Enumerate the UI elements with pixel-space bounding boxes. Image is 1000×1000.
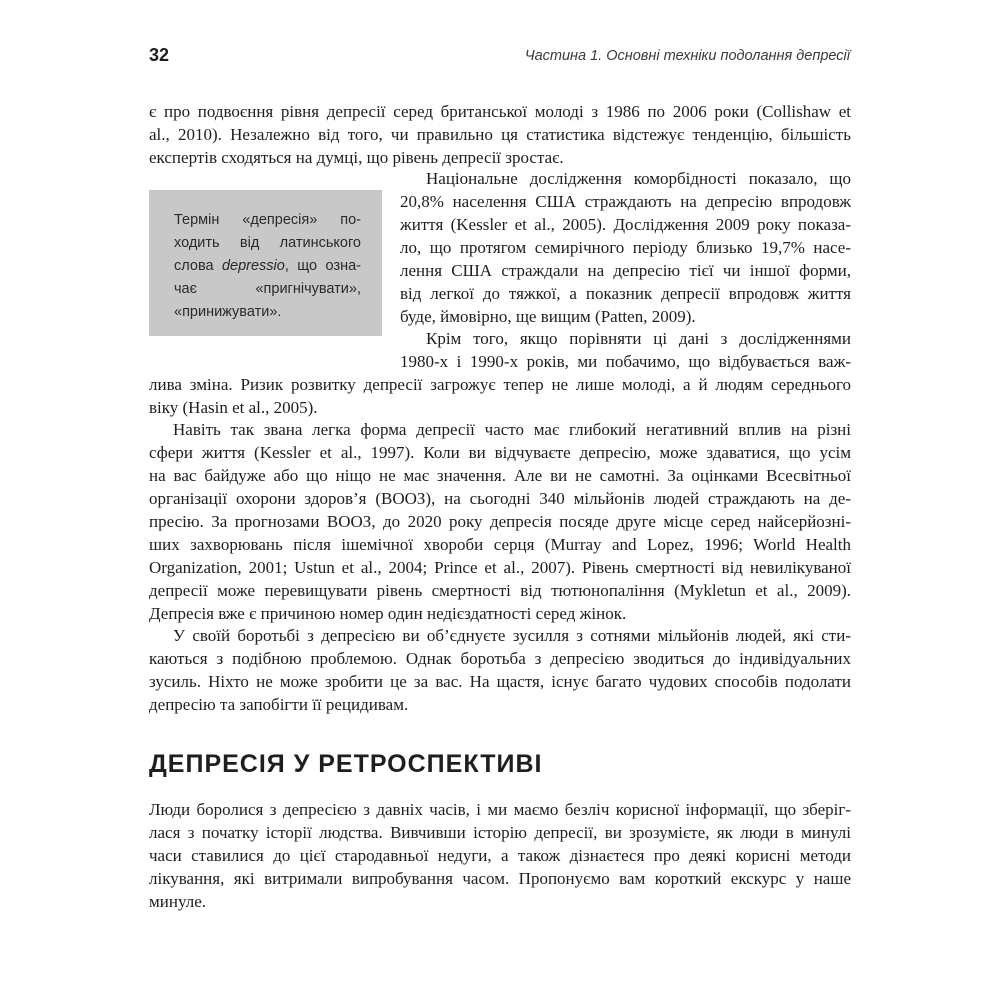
section-line: Люди боролися з депресією з давніх часів, і ми маємо безліч корисної інформації, що зберіг- [149,800,851,819]
body-line: буде, ймовірно, ще вищим (Patten, 2009). [400,307,696,326]
section-line: лікування, які витримали випробування часом. Пропонуємо вам короткий екскурс у наше [149,869,851,888]
body-line: ших захворювань після ішемічної хвороби серця (Murray and Lopez, 1996; World Health [149,535,851,554]
sidebar-text: слова [174,258,214,274]
body-line: організації охорони здоров’я (ВООЗ), на сьогодні 340 мільйонів людей страждають на де- [149,489,851,508]
body-line: Навіть так звана легка форма депресії часто має глибокий негативний вплив на різні [173,420,851,439]
body-line: життя (Kessler et al., 2005). Дослідження 2009 року показа- [400,215,851,234]
body-line: Національне дослідження коморбідності показало, що [426,169,851,188]
body-line: лива зміна. Ризик розвитку депресії загрожує тепер не лише молоді, а й людям середнього [149,375,851,394]
sidebar-line: Термін «депресія» по- [174,212,361,228]
body-line: віку (Hasin et al., 2005). [149,398,318,417]
body-line: лення США страждали на депресію тієї чи іншої форми, [400,261,851,280]
sidebar-line: ходить від латинського [174,235,361,251]
body-line: експертів сходяться на думці, що рівень депресії зростає. [149,148,564,167]
body-line: сфери життя (Kessler et al., 1997). Коли ви відчуваєте депресію, може здаватися, що усім [149,443,851,462]
body-line: депресію та запобігти її рецидивам. [149,695,409,714]
body-line: депресії може перевищувати рівень смертності від тютюнопаління (Mykletun et al., 2009). [149,581,851,600]
section-heading: ДЕПРЕСІЯ У РЕТРОСПЕКТИВІ [149,750,543,778]
sidebar-line: «принижувати». [174,304,282,320]
sidebar-text: , що озна- [284,258,361,274]
body-line: пресію. За прогнозами ВООЗ, до 2020 року депресія посяде друге місце серед найсерйозні- [149,512,851,531]
body-line: 1980-х і 1990-х років, ми побачимо, що відбувається важ- [400,352,851,371]
section-line: часи ставилися до цієї стародавньої недуги, а також дізнаєтеся про деякі корисні методи [149,846,851,865]
body-line: каються з подібною проблемою. Однак боротьба з депресією зводиться до індивідуальних [149,649,851,668]
body-line: ло, що протягом семирічного періоду близько 19,7% насе- [400,238,851,257]
sidebar-term-italic: depressio [221,258,285,274]
body-line: на вас байдуже або що ніщо не має значення. Але ви не самотні. За оцінками Всесвітньої [149,466,851,485]
section-line: лася з початку історії людства. Вивчивши історію депресії, ви зрозумієте, як люди в минулі [149,823,851,842]
section-line: минуле. [149,892,206,911]
sidebar-callout [149,190,382,336]
body-line: Крім того, якщо порівняти ці дані з дослідженнями [426,329,851,348]
body-line: Депресія вже є причиною номер один недієздатності серед жінок. [149,604,627,623]
body-line: зусиль. Ніхто не може зробити це за вас. На щастя, існує багато чудових способів подолати [149,672,851,691]
sidebar-line [174,255,361,278]
body-line: Organization, 2001; Ustun et al., 2004; Prince et al., 2007). Рівень смертності від невилікуваної [149,558,851,577]
body-line: У своїй боротьбі з депресією ви об’єднуєте зусилля з сотнями мільйонів людей, які сти- [173,626,851,645]
body-line: 20,8% населення США страждають на депресію впродовж [400,192,851,211]
body-line: al., 2010). Незалежно від того, чи правильно ця статистика відстежує тенденцію, більшість [149,125,851,144]
running-title: Частина 1. Основні техніки подолання депресії [524,48,850,64]
body-line: від легкої до тяжкої, а показник депресії впродовж життя [400,284,851,303]
sidebar-line: чає «пригнічувати», [174,281,361,297]
page-number: 32 [149,45,170,65]
body-line: є про подвоєння рівня депресії серед британської молоді з 1986 по 2006 роки (Collishaw et [149,102,851,121]
